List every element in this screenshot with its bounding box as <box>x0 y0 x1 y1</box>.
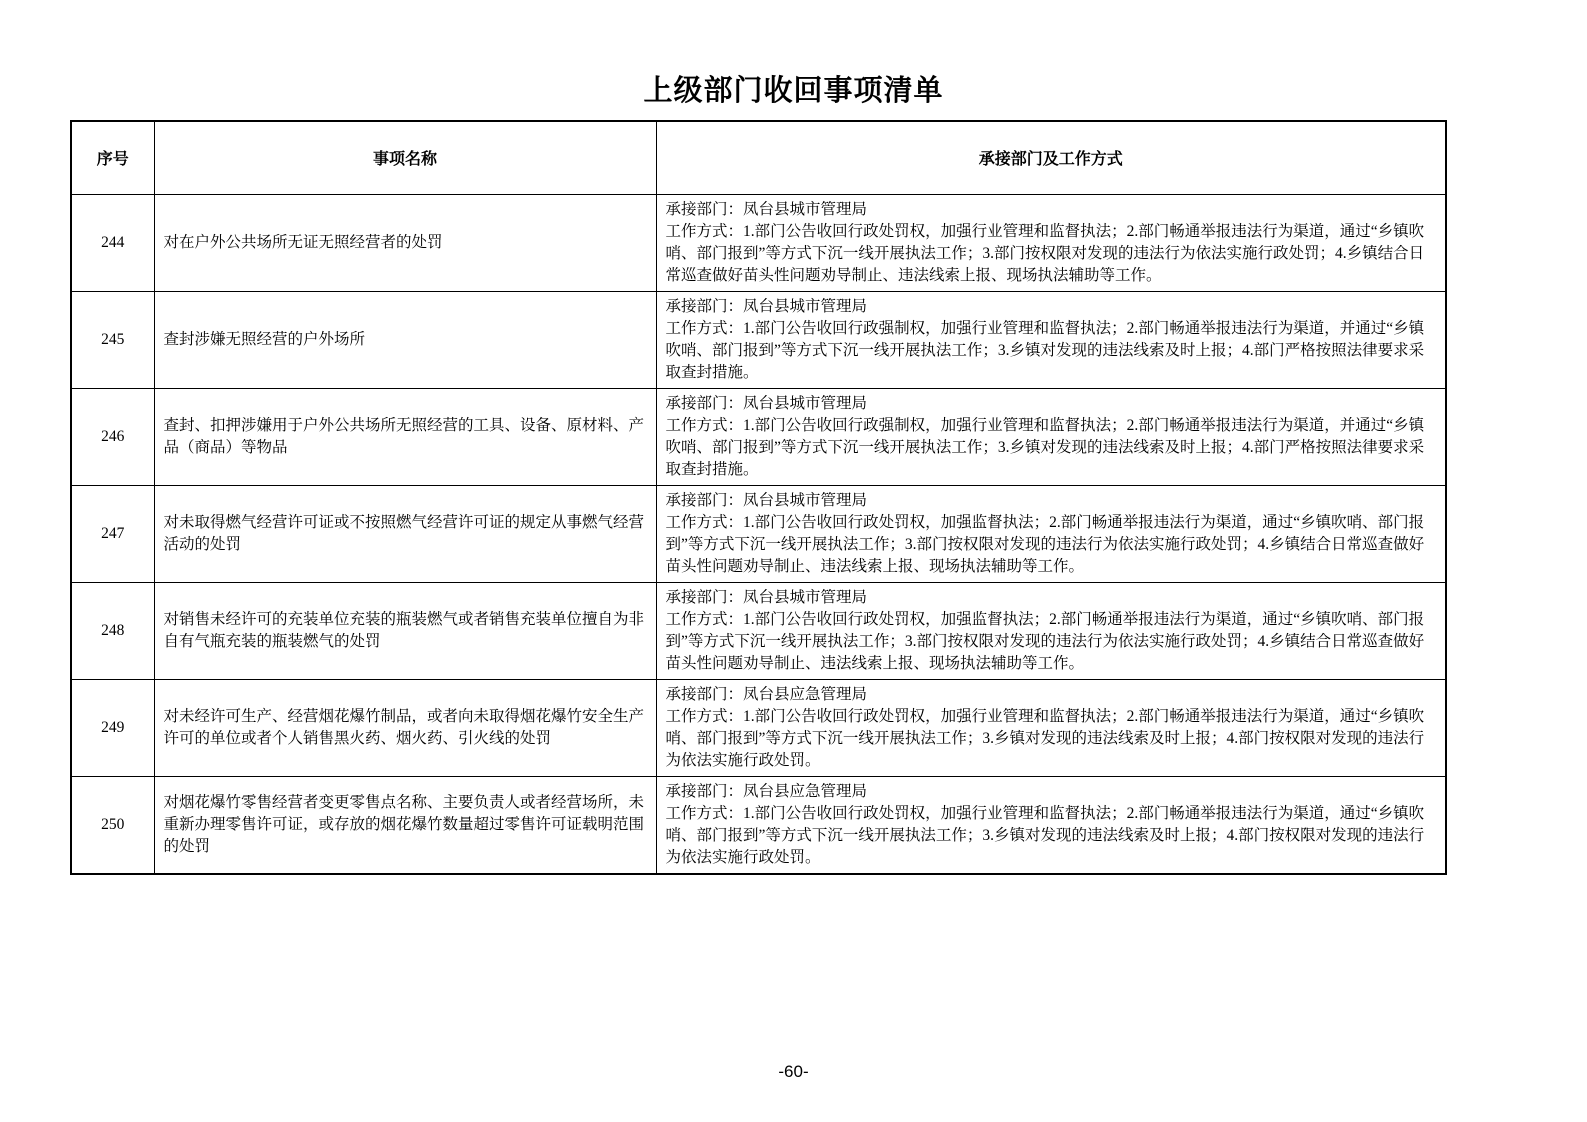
table-row <box>71 679 1446 776</box>
department-line: 承接部门：凤台县城市管理局 <box>665 394 868 412</box>
cell-department-method <box>656 388 1446 485</box>
cell-item-name: 查封、扣押涉嫌用于户外公共场所无照经营的工具、设备、原材料、产品（商品）等物品 <box>154 388 656 485</box>
table-row <box>71 776 1446 874</box>
department-line: 承接部门：凤台县城市管理局 <box>665 588 868 606</box>
header-department-method: 承接部门及工作方式 <box>656 121 1446 194</box>
department-line: 承接部门：凤台县城市管理局 <box>665 200 868 218</box>
method-line: 工作方式：1.部门公告收回行政强制权，加强行业管理和监督执法；2.部门畅通举报违法行为渠道，并通过“乡镇吹哨、部门报到”等方式下沉一线开展执法工作；3.乡镇对发现的违法线索及时上报；4.部门严格按照法律要求采取查封措施。 <box>665 319 1425 381</box>
method-line: 工作方式：1.部门公告收回行政强制权，加强行业管理和监督执法；2.部门畅通举报违法行为渠道，并通过“乡镇吹哨、部门报到”等方式下沉一线开展执法工作；3.乡镇对发现的违法线索及时上报；4.部门严格按照法律要求采取查封措施。 <box>665 416 1425 478</box>
cell-serial-number: 244 <box>71 194 154 291</box>
cell-serial-number: 247 <box>71 485 154 582</box>
table-row <box>71 194 1446 291</box>
method-line: 工作方式：1.部门公告收回行政处罚权，加强行业管理和监督执法；2.部门畅通举报违法行为渠道，通过“乡镇吹哨、部门报到”等方式下沉一线开展执法工作；3.部门按权限对发现的违法行为依法实施行政处罚；4.乡镇结合日常巡查做好苗头性问题劝导制止、违法线索上报、现场执法辅助等工作。 <box>665 222 1425 284</box>
cell-item-name: 对未取得燃气经营许可证或不按照燃气经营许可证的规定从事燃气经营活动的处罚 <box>154 485 656 582</box>
method-line: 工作方式：1.部门公告收回行政处罚权，加强监督执法；2.部门畅通举报违法行为渠道，通过“乡镇吹哨、部门报到”等方式下沉一线开展执法工作；3.部门按权限对发现的违法行为依法实施行政处罚；4.乡镇结合日常巡查做好苗头性问题劝导制止、违法线索上报、现场执法辅助等工作。 <box>665 610 1425 672</box>
cell-serial-number: 250 <box>71 776 154 874</box>
cell-item-name: 对销售未经许可的充装单位充装的瓶装燃气或者销售充装单位擅自为非自有气瓶充装的瓶装燃气的处罚 <box>154 582 656 679</box>
table-row <box>71 291 1446 388</box>
table-header-row <box>71 121 1446 194</box>
department-line: 承接部门：凤台县应急管理局 <box>665 782 868 800</box>
cell-serial-number: 249 <box>71 679 154 776</box>
cell-department-method <box>656 485 1446 582</box>
cell-item-name: 对在户外公共场所无证无照经营者的处罚 <box>154 194 656 291</box>
cell-department-method <box>656 291 1446 388</box>
page-number: -60- <box>778 1062 809 1081</box>
cell-item-name: 对未经许可生产、经营烟花爆竹制品，或者向未取得烟花爆竹安全生产许可的单位或者个人销售黑火药、烟火药、引火线的处罚 <box>154 679 656 776</box>
items-table <box>70 120 1447 875</box>
header-item-name: 事项名称 <box>154 121 656 194</box>
department-line: 承接部门：凤台县城市管理局 <box>665 491 868 509</box>
table-row <box>71 582 1446 679</box>
department-line: 承接部门：凤台县城市管理局 <box>665 297 868 315</box>
table-row <box>71 388 1446 485</box>
page-title: 上级部门收回事项清单 <box>643 75 944 107</box>
cell-department-method <box>656 679 1446 776</box>
method-line: 工作方式：1.部门公告收回行政处罚权，加强行业管理和监督执法；2.部门畅通举报违法行为渠道，通过“乡镇吹哨、部门报到”等方式下沉一线开展执法工作；3.乡镇对发现的违法线索及时上报；4.部门按权限对发现的违法行为依法实施行政处罚。 <box>665 804 1425 866</box>
cell-serial-number: 246 <box>71 388 154 485</box>
method-line: 工作方式：1.部门公告收回行政处罚权，加强行业管理和监督执法；2.部门畅通举报违法行为渠道，通过“乡镇吹哨、部门报到”等方式下沉一线开展执法工作；3.乡镇对发现的违法线索及时上报；4.部门按权限对发现的违法行为依法实施行政处罚。 <box>665 707 1425 769</box>
cell-item-name: 对烟花爆竹零售经营者变更零售点名称、主要负责人或者经营场所，未重新办理零售许可证，或存放的烟花爆竹数量超过零售许可证载明范围的处罚 <box>154 776 656 874</box>
department-line: 承接部门：凤台县应急管理局 <box>665 685 868 703</box>
table-row <box>71 485 1446 582</box>
cell-department-method <box>656 776 1446 874</box>
cell-item-name: 查封涉嫌无照经营的户外场所 <box>154 291 656 388</box>
cell-serial-number: 245 <box>71 291 154 388</box>
method-line: 工作方式：1.部门公告收回行政处罚权，加强监督执法；2.部门畅通举报违法行为渠道，通过“乡镇吹哨、部门报到”等方式下沉一线开展执法工作；3.部门按权限对发现的违法行为依法实施行政处罚；4.乡镇结合日常巡查做好苗头性问题劝导制止、违法线索上报、现场执法辅助等工作。 <box>665 513 1425 575</box>
header-serial-number: 序号 <box>71 121 154 194</box>
cell-serial-number: 248 <box>71 582 154 679</box>
cell-department-method <box>656 194 1446 291</box>
cell-department-method <box>656 582 1446 679</box>
